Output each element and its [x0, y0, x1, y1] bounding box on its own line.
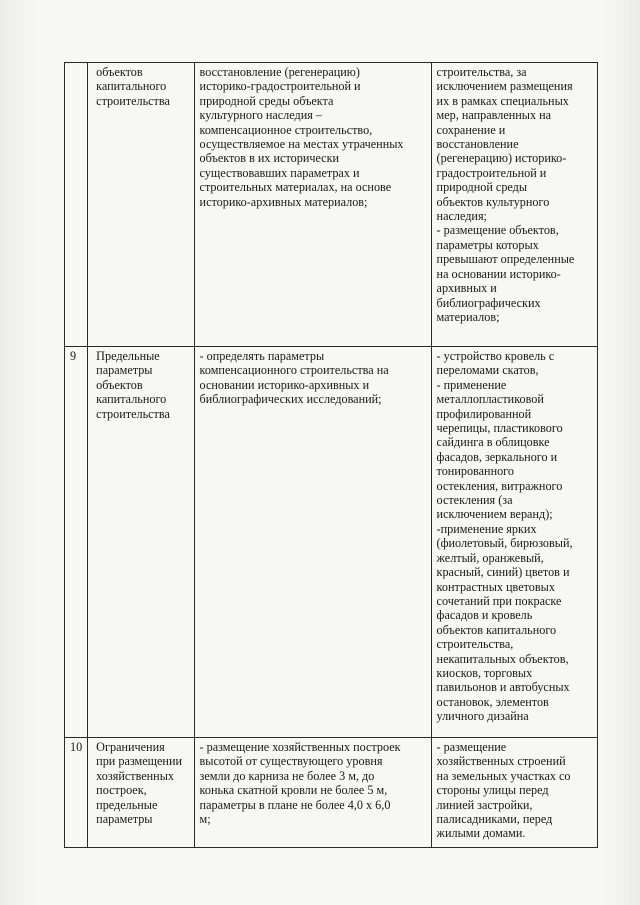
table-row [65, 347, 598, 738]
parameter-name: объектов капитального строительства [96, 65, 170, 108]
row-number-cell [65, 347, 88, 738]
allowed-cell [194, 347, 431, 738]
row-number: 10 [70, 740, 83, 754]
regulations-table [64, 62, 598, 848]
allowed-cell [194, 63, 431, 347]
parameter-name: Предельные параметры объектов капитального строительства [96, 349, 170, 421]
table-row [65, 738, 598, 848]
row-number-cell [65, 63, 88, 347]
forbidden-cell [431, 738, 597, 848]
parameter-name: Ограничения при размещении хозяйственных построек, предельные параметры [96, 740, 182, 827]
row-number-cell [65, 738, 88, 848]
table-row [65, 63, 598, 347]
parameter-name-cell [88, 347, 194, 738]
row-number: 9 [70, 349, 77, 363]
forbidden-cell [431, 347, 597, 738]
parameter-name-cell [88, 63, 194, 347]
allowed-text: - размещение хозяйственных построек высотой от существующего уровня земли до карниза не более 3 м, до конька скатной кровли не более 5 м, параметры в плане не более 4,0 х 6,0 м; [199, 740, 401, 827]
allowed-text: восстановление (регенерацию) историко-градостроительной и природной среды объекта культурного наследия – компенсационное строительство, осуществляемое на местах утраченных объектов в их исторически существовавших параметрах и строительных материалах, на основе историко-архивных материалов; [199, 65, 404, 209]
forbidden-cell [431, 63, 597, 347]
parameter-name-cell [88, 738, 194, 848]
forbidden-text: - размещение хозяйственных строений на земельных участках со стороны улицы перед линией застройки, палисадниками, перед жилыми домами. [436, 740, 571, 841]
allowed-text: - определять параметры компенсационного строительства на основании историко-архивных и библиографических исследований; [199, 349, 389, 407]
forbidden-text: - устройство кровель с переломами скатов, - применение металлопластиковой профилированной черепицы, пластикового сайдинга в облицовке фасадов, зеркального и тонированного остекления, витражного остекления (за исключением веранд); -применение ярких (фиолетовый, бирюзовый, желтый, оранжевый, красный, синий) цветов и контрастных цветовых сочетаний при покраске фасадов и кровель объектов капитального строительства, некапитальных объектов, киосков, торговых павильонов и автобусных остановок, элементов уличного дизайна [436, 349, 573, 724]
allowed-cell [194, 738, 431, 848]
forbidden-text: строительства, за исключением размещения их в рамках специальных мер, направленных на сохранение и восстановление (регенерацию) историко- градостроительной и природной среды объектов культурного наследия; - размещение объектов, параметры которых превышают определенные на основании историко- архивных и библиографических материалов; [436, 65, 575, 324]
